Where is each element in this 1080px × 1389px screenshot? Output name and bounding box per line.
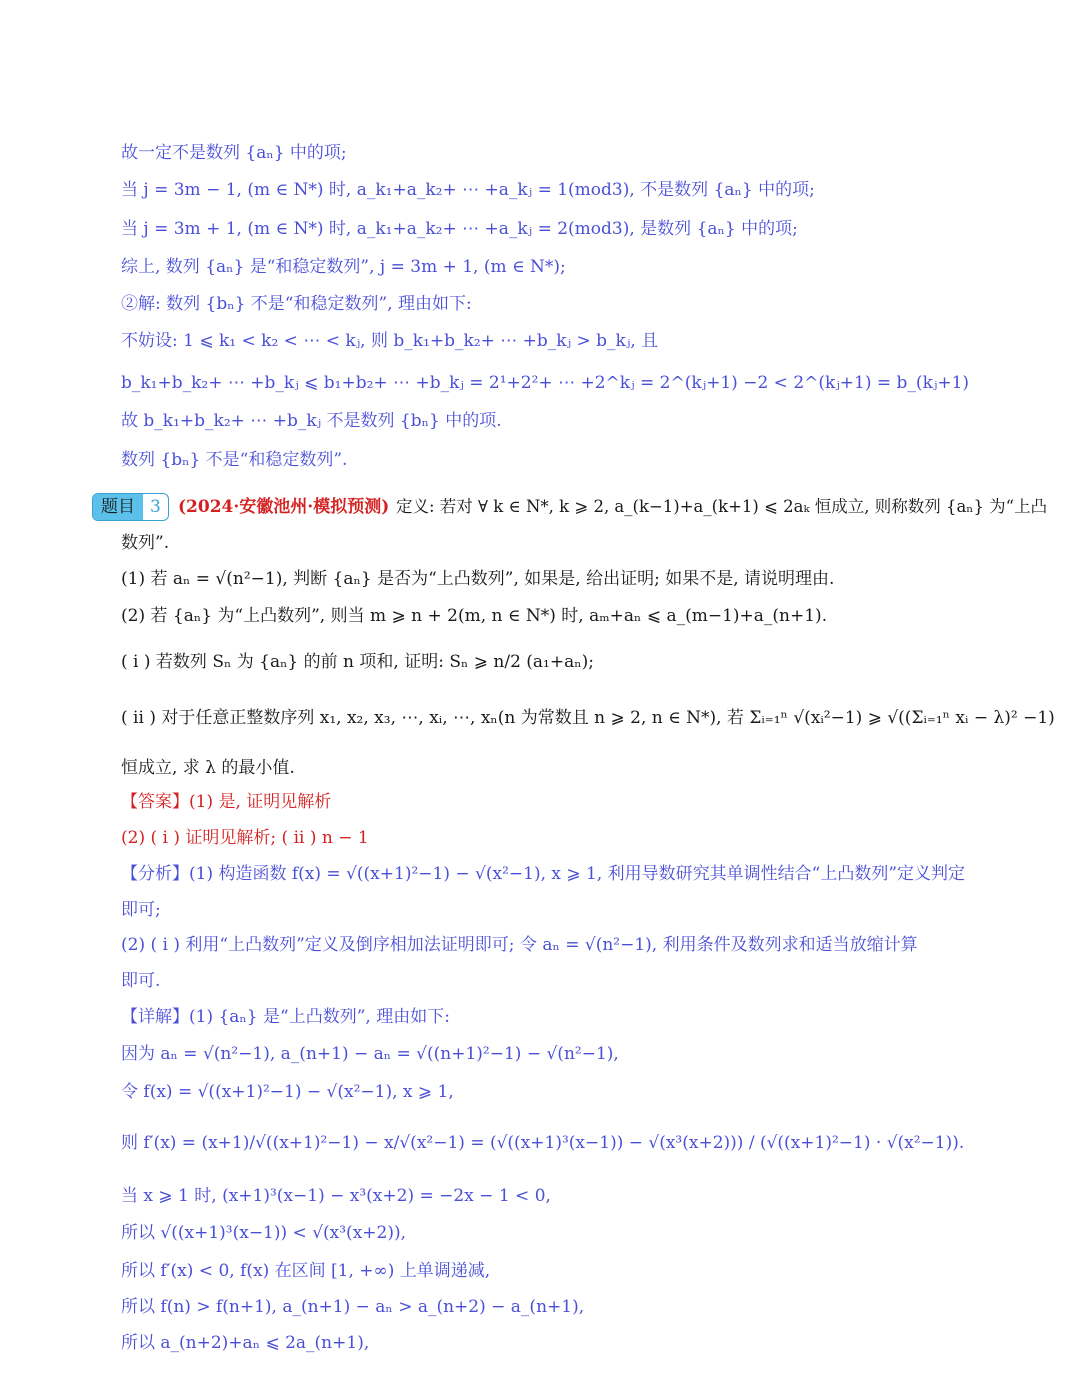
analysis-line-1: 【分析】(1) 构造函数 f(x) = √((x+1)²−1) − √(x²−1), x ⩾ 1, 利用导数研究其单调性结合“上凸数列”定义判定	[121, 864, 966, 884]
question-part-2-ii-end: 恒成立, 求 λ 的最小值.	[121, 758, 295, 778]
question-part-1: (1) 若 aₙ = √(n²−1), 判断 {aₙ} 是否为“上凸数列”, 如果是, 给出证明; 如果不是, 请说明理由.	[121, 569, 835, 589]
question-definition-cont: 数列”.	[121, 533, 170, 553]
analysis-line-3: (2) ( i ) 利用“上凸数列”定义及倒序相加法证明即可; 令 aₙ = √(n²−1), 利用条件及数列求和适当放缩计算	[121, 935, 918, 955]
question-part-2-i: ( i ) 若数列 Sₙ 为 {aₙ} 的前 n 项和, 证明: Sₙ ⩾ n/2 (a₁+aₙ);	[121, 652, 594, 672]
question-source: (2024·安徽池州·模拟预测)	[178, 497, 390, 517]
question-tag	[92, 493, 169, 521]
question-part-2: (2) 若 {aₙ} 为“上凸数列”, 则当 m ⩾ n + 2(m, n ∈ N*) 时, aₘ+aₙ ⩽ a_(m−1)+a_(n+1).	[121, 606, 828, 626]
detail-line-2: 因为 aₙ = √(n²−1), a_(n+1) − aₙ = √((n+1)²−1) − √(n²−1),	[121, 1044, 619, 1064]
solution-line-7: b_k₁+b_k₂+ ⋯ +b_kⱼ ⩽ b₁+b₂+ ⋯ +b_kⱼ = 2¹+2²+ ⋯ +2^kⱼ = 2^(kⱼ+1) −2 < 2^(kⱼ+1) = b_(kⱼ+1)	[121, 373, 970, 393]
detail-line-6: 所以 √((x+1)³(x−1)) < √(x³(x+2)),	[121, 1223, 407, 1243]
detail-line-4: 则 f′(x) = (x+1)/√((x+1)²−1) − x/√(x²−1) = (√((x+1)³(x−1)) − √(x³(x+2))) / (√((x+1)²−1) · √(x²−1)).	[121, 1133, 965, 1153]
analysis-line-2: 即可;	[121, 900, 161, 920]
question-definition: 定义: 若对 ∀ k ∈ N*, k ⩾ 2, a_(k−1)+a_(k+1) ⩽ 2aₖ 恒成立, 则称数列 {aₙ} 为“上凸	[396, 497, 1048, 516]
detail-line-1: 【详解】(1) {aₙ} 是“上凸数列”, 理由如下:	[121, 1007, 450, 1027]
solution-line-5: ②解: 数列 {bₙ} 不是“和稳定数列”, 理由如下:	[121, 294, 472, 314]
question-part-2-ii: ( ii ) 对于任意正整数序列 x₁, x₂, x₃, ⋯, xᵢ, ⋯, xₙ(n 为常数且 n ⩾ 2, n ∈ N*), 若 Σᵢ₌₁ⁿ √(xᵢ²−1) ⩾ √((Σᵢ₌₁ⁿ xᵢ − λ)² −1)	[121, 708, 1055, 728]
detail-line-3: 令 f(x) = √((x+1)²−1) − √(x²−1), x ⩾ 1,	[121, 1082, 454, 1102]
solution-line-9: 数列 {bₙ} 不是“和稳定数列”.	[121, 450, 348, 470]
detail-line-7: 所以 f′(x) < 0, f(x) 在区间 [1, +∞) 上单调递减,	[121, 1261, 491, 1281]
detail-line-8: 所以 f(n) > f(n+1), a_(n+1) − aₙ > a_(n+2) − a_(n+1),	[121, 1297, 585, 1317]
solution-line-8: 故 b_k₁+b_k₂+ ⋯ +b_kⱼ 不是数列 {bₙ} 中的项.	[121, 411, 502, 431]
question-tag-number: 3	[150, 497, 161, 517]
solution-line-2: 当 j = 3m − 1, (m ∈ N*) 时, a_k₁+a_k₂+ ⋯ +a_kⱼ = 1(mod3), 不是数列 {aₙ} 中的项;	[121, 180, 815, 200]
question-tag-label: 题目	[93, 494, 143, 520]
solution-line-6: 不妨设: 1 ⩽ k₁ < k₂ < ⋯ < kⱼ, 则 b_k₁+b_k₂+ ⋯ +b_kⱼ > b_kⱼ, 且	[121, 331, 659, 351]
answer-line-1: 【答案】(1) 是, 证明见解析	[121, 792, 332, 812]
detail-line-5: 当 x ⩾ 1 时, (x+1)³(x−1) − x³(x+2) = −2x − 1 < 0,	[121, 1186, 551, 1206]
solution-line-4: 综上, 数列 {aₙ} 是“和稳定数列”, j = 3m + 1, (m ∈ N*);	[121, 257, 566, 277]
analysis-line-4: 即可.	[121, 971, 161, 991]
detail-line-9: 所以 a_(n+2)+aₙ ⩽ 2a_(n+1),	[121, 1333, 370, 1353]
solution-line-3: 当 j = 3m + 1, (m ∈ N*) 时, a_k₁+a_k₂+ ⋯ +a_kⱼ = 2(mod3), 是数列 {aₙ} 中的项;	[121, 219, 798, 239]
answer-line-2: (2) ( i ) 证明见解析; ( ii ) n − 1	[121, 828, 369, 848]
solution-line-1: 故一定不是数列 {aₙ} 中的项;	[121, 143, 347, 163]
